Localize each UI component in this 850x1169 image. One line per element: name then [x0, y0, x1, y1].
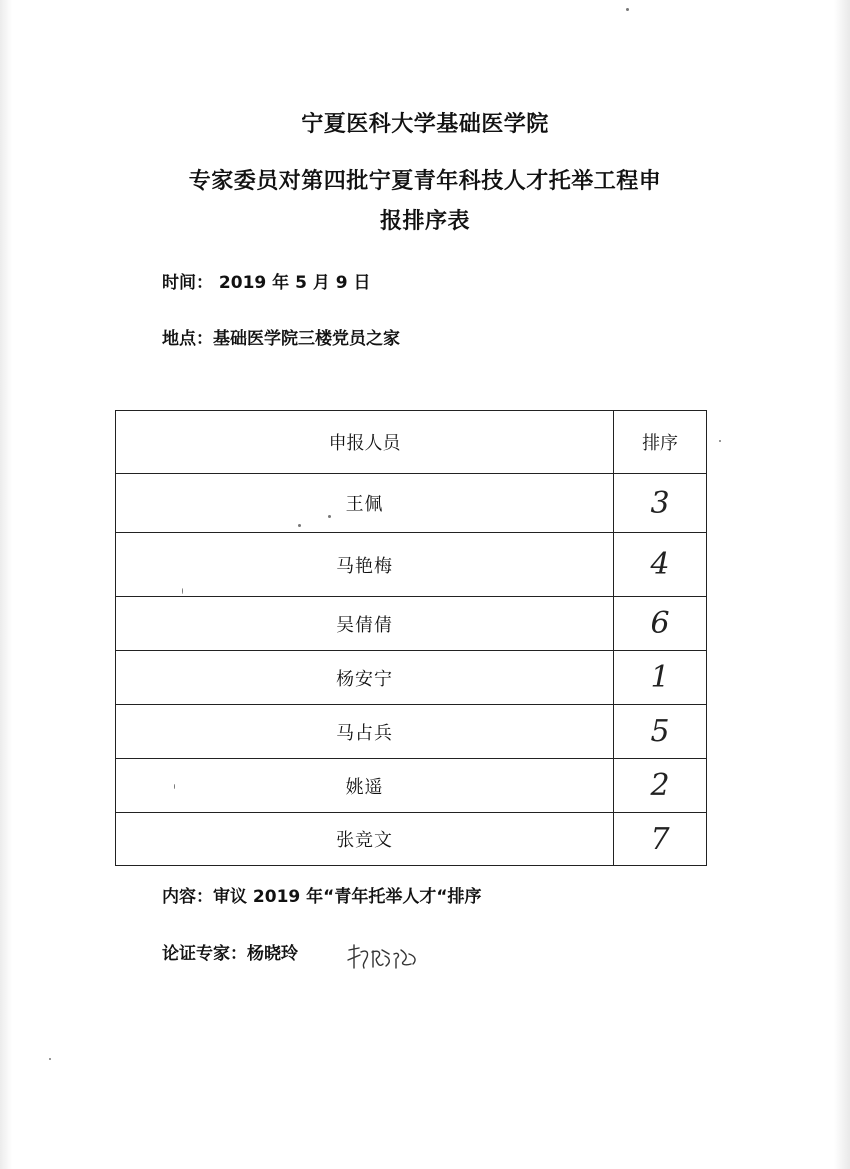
table-row	[116, 759, 707, 813]
applicant-name: 张竞文	[116, 813, 614, 866]
scan-speck	[174, 784, 175, 789]
document-title: 宁夏医科大学基础医学院	[301, 112, 549, 137]
table-row	[116, 533, 707, 597]
applicant-rank: 3	[614, 474, 707, 533]
applicant-name: 杨安宁	[116, 651, 614, 705]
applicant-name: 姚遥	[116, 759, 614, 813]
applicant-name: 马占兵	[116, 705, 614, 759]
applicant-name: 马艳梅	[116, 533, 614, 597]
header-applicant: 申报人员	[116, 411, 614, 474]
scan-speck	[719, 440, 721, 442]
applicant-rank: 2	[614, 759, 707, 813]
scan-speck	[182, 588, 183, 594]
subtitle-line-1: 专家委员对第四批宁夏青年科技人才托举工程申	[188, 169, 662, 194]
expert-label: 论证专家：杨晓玲	[162, 944, 298, 964]
subtitle-line-2: 报排序表	[379, 209, 470, 234]
scan-speck	[328, 515, 331, 518]
applicant-rank: 7	[614, 813, 707, 866]
table-row	[116, 705, 707, 759]
scan-speck	[626, 8, 629, 11]
applicant-name: 王佩	[116, 474, 614, 533]
scan-speck	[49, 1058, 51, 1060]
ranking-table	[115, 410, 707, 866]
applicant-name: 吴倩倩	[116, 597, 614, 651]
applicant-rank: 6	[614, 597, 707, 651]
document-subtitle	[0, 162, 850, 242]
table-row	[116, 474, 707, 533]
table-header-row	[116, 411, 707, 474]
handwritten-signature	[345, 942, 423, 974]
meeting-time: 时间： 2019 年 5 月 9 日	[162, 273, 371, 293]
applicant-rank: 1	[614, 651, 707, 705]
applicant-rank: 5	[614, 705, 707, 759]
table-row	[116, 651, 707, 705]
applicant-rank: 4	[614, 533, 707, 597]
table-row	[116, 597, 707, 651]
table-row	[116, 813, 707, 866]
scan-speck	[298, 524, 301, 527]
meeting-content: 内容：审议 2019 年“青年托举人才“排序	[162, 887, 482, 907]
header-rank: 排序	[614, 411, 707, 474]
meeting-place: 地点：基础医学院三楼党员之家	[162, 329, 400, 349]
